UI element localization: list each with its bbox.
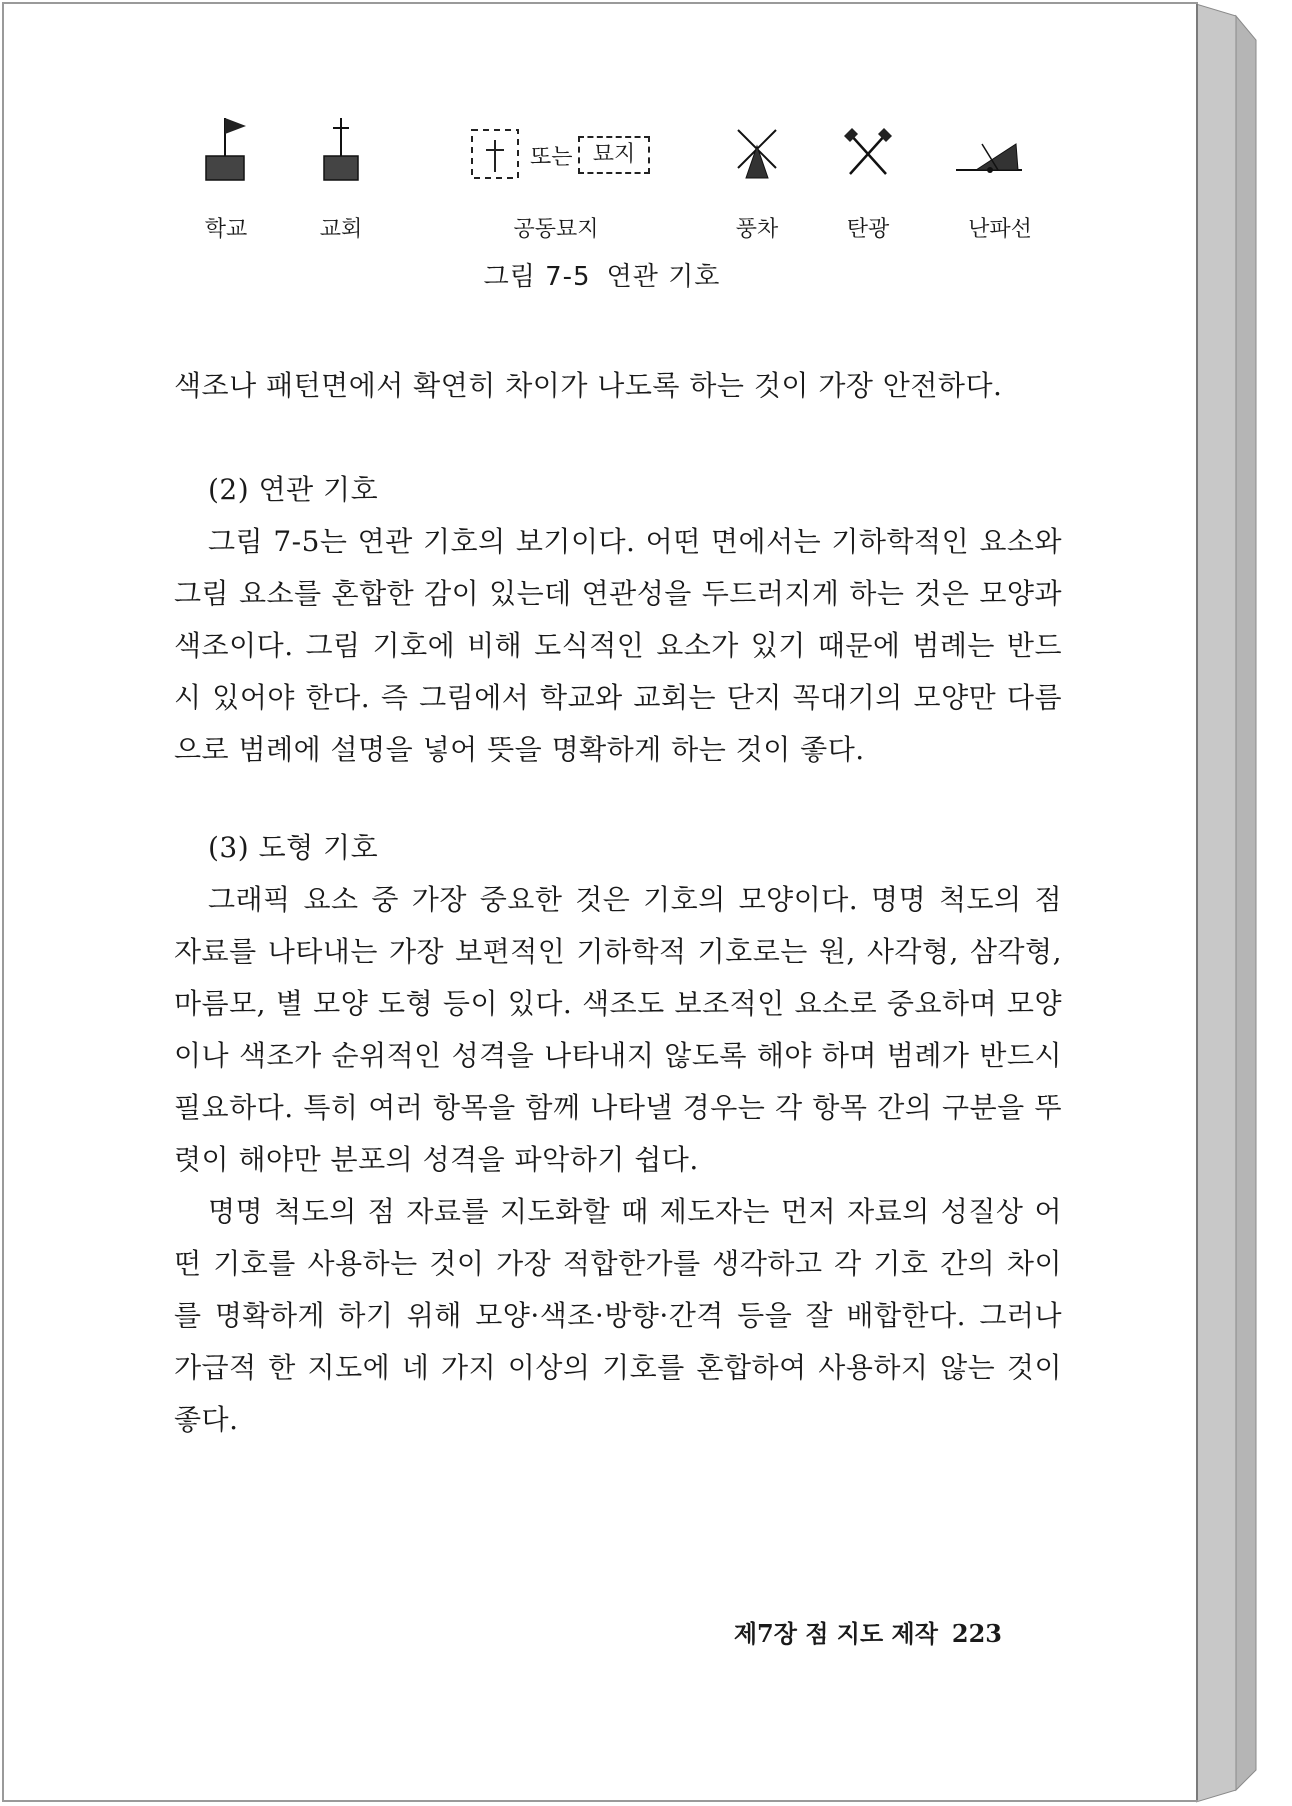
symbol-label-shipwreck: 난파선 [968, 217, 1032, 242]
symbol-label-mine: 탄광 [846, 217, 890, 242]
section-2-heading: (2) 연관 기호 [208, 473, 379, 506]
page-number: 223 [951, 1619, 1002, 1648]
school-flag-icon [204, 116, 248, 182]
figure-caption [4, 256, 1200, 293]
section-2-paragraph: 그림 7-5는 연관 기호의 보기이다. 어떤 면에서는 기하학적인 요소와 그림 요소를 혼합한 감이 있는데 연관성을 두드러지게 하는 것은 모양과 색조이다. 그림 기호에 비해 도식적인 요소가 있기 때문에 범례는 반드시 있어야 한다. 즉 그림에서 학교와 교회는 단지 꼭대기의 모양만 다름으로 범례에 설명을 넣어 뜻을 명확하게 하는 것이 좋다. [174, 525, 1062, 766]
book-edge [1196, 0, 1260, 1806]
section-3 [174, 822, 1062, 1446]
shipwreck-icon [954, 136, 1024, 176]
mine-crossed-hammers-icon [842, 126, 894, 178]
symbol-label-church: 교회 [319, 217, 363, 242]
section-2 [174, 464, 1062, 776]
caption-title: 연관 기호 [606, 262, 721, 292]
church-cross-icon [322, 116, 362, 182]
windmill-icon [732, 126, 782, 182]
page-footer [734, 1614, 1002, 1649]
book-page [2, 2, 1198, 1802]
section-3-heading: (3) 도형 기호 [208, 831, 379, 864]
symbol-label-cemetery: 공동묘지 [513, 217, 599, 242]
figure-7-5 [194, 104, 1074, 254]
section-3-paragraph-2: 명명 척도의 점 자료를 지도화할 때 제도자는 먼저 자료의 성질상 어떤 기호를 사용하는 것이 가장 적합한가를 생각하고 각 기호 간의 차이를 명확하게 하기 위해 모양·색조·방향·간격 등을 잘 배합한다. 그러나 가급적 한 지도에 네 가지 이상의 기호를 혼합하여 사용하지 않는 것이 좋다. [174, 1195, 1062, 1436]
section-3-paragraph-1: 그래픽 요소 중 가장 중요한 것은 기호의 모양이다. 명명 척도의 점 자료를 나타내는 가장 보편적인 기하학적 기호로는 원, 사각형, 삼각형, 마름모, 별 모양 도형 등이 있다. 색조도 보조적인 요소로 중요하며 모양이나 색조가 순위적인 성격을 나타내지 않도록 해야 하며 범례가 반드시 필요하다. 특히 여러 항목을 함께 나타낼 경우는 각 항목 간의 구분을 뚜렷이 해야만 분포의 성격을 파악하기 쉽다. [174, 883, 1062, 1176]
cemetery-icon [470, 128, 522, 182]
intro-paragraph [174, 360, 1062, 412]
cemetery-or-text: 또는 [530, 145, 573, 170]
cemetery-box-text: 묘지 [578, 136, 650, 174]
symbol-label-windmill: 풍차 [735, 217, 779, 242]
intro-text: 색조나 패턴면에서 확연히 차이가 나도록 하는 것이 가장 안전하다. [174, 369, 1003, 402]
symbol-label-school: 학교 [204, 217, 248, 242]
caption-number: 그림 7-5 [483, 262, 591, 292]
chapter-title: 제7장 점 지도 제작 [733, 1619, 938, 1648]
